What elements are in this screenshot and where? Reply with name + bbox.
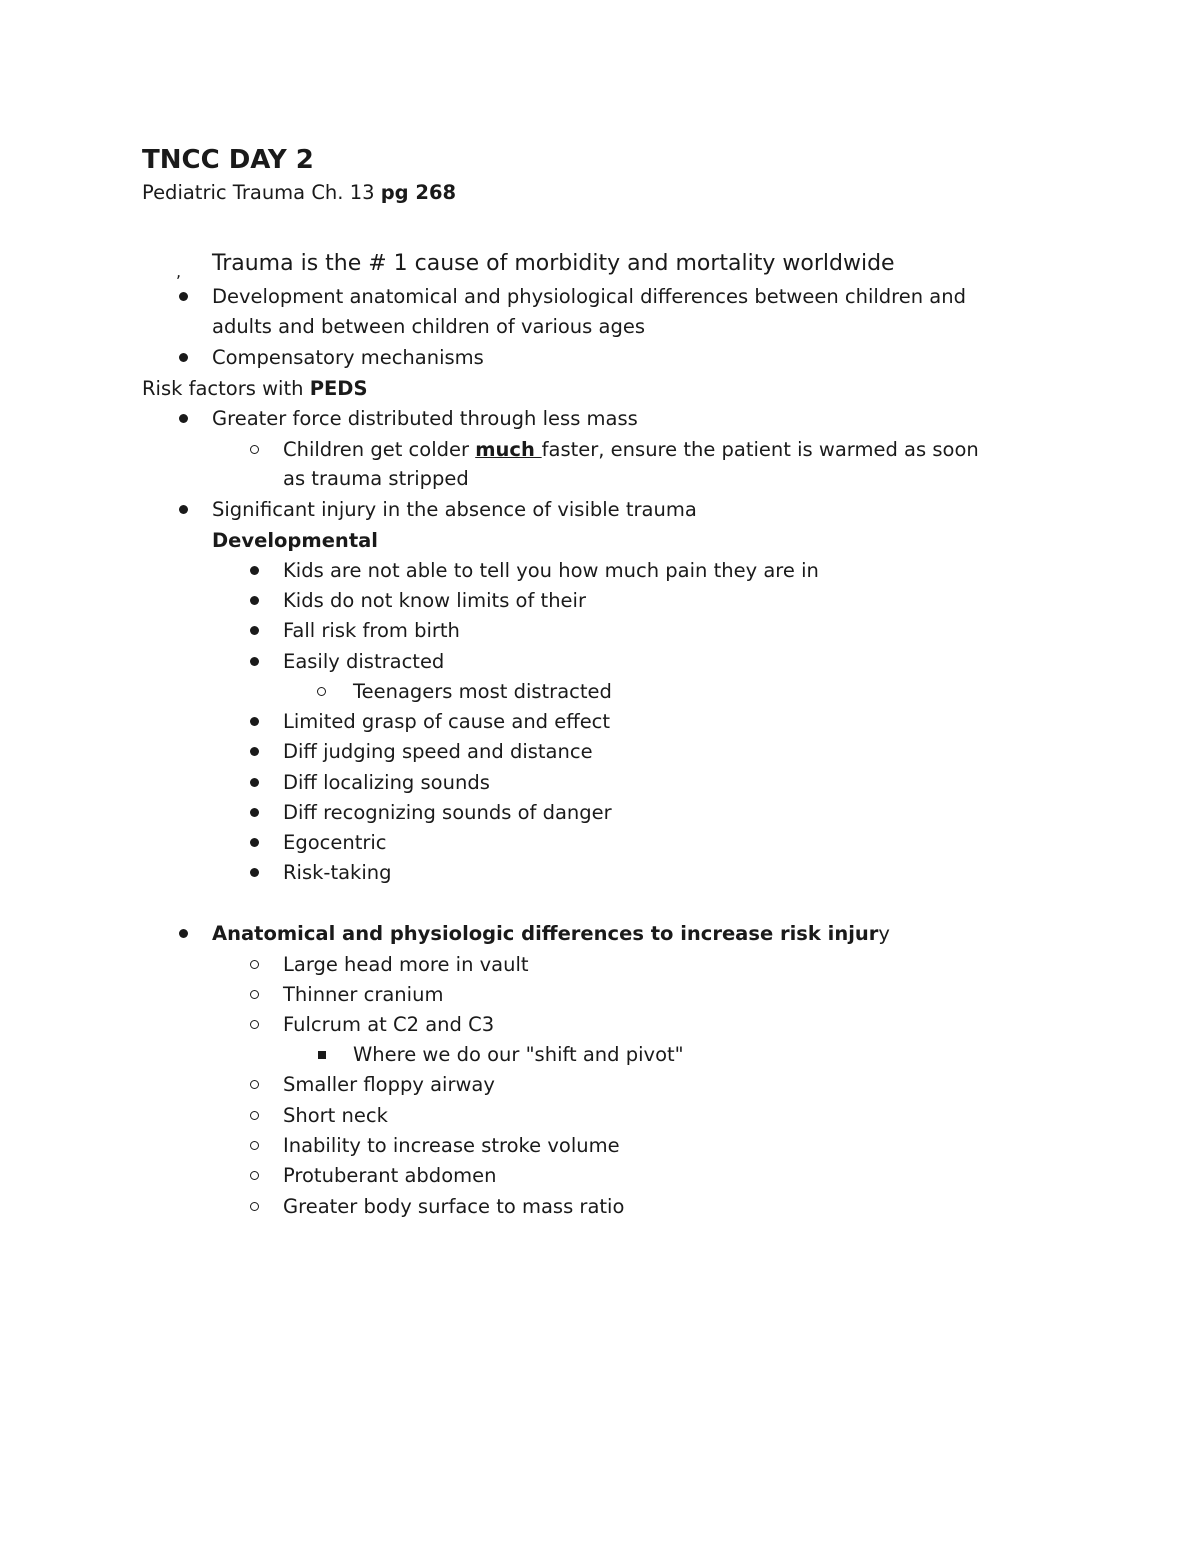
anatomical-heading-bold: Anatomical and physiologic differences to increase risk injur	[212, 922, 879, 945]
bullet-marker: ,	[176, 262, 182, 281]
list-item: Thinner cranium	[283, 983, 444, 1006]
circle-bullet-icon	[250, 445, 259, 454]
list-item: Large head more in vault	[283, 953, 529, 976]
list-item: Fall risk from birth	[283, 619, 460, 642]
bullet-icon	[250, 657, 259, 666]
bullet-icon	[250, 596, 259, 605]
list-item: Where we do our "shift and pivot"	[353, 1043, 684, 1066]
list-item: Greater force distributed through less mass	[212, 407, 638, 430]
circle-bullet-icon	[250, 1080, 259, 1089]
circle-bullet-icon	[250, 960, 259, 969]
list-item	[283, 438, 979, 462]
bullet-icon	[179, 292, 188, 301]
bullet-icon	[250, 808, 259, 817]
circle-bullet-icon	[250, 1202, 259, 1211]
anatomical-heading	[212, 922, 890, 946]
bullet-icon	[179, 505, 188, 514]
list-item: Risk-taking	[283, 861, 392, 884]
page-title: TNCC DAY 2	[142, 145, 314, 175]
bullet-icon	[250, 566, 259, 575]
circle-bullet-icon	[250, 1020, 259, 1029]
list-item: Fulcrum at C2 and C3	[283, 1013, 495, 1036]
bullet-icon	[250, 868, 259, 877]
list-item: Egocentric	[283, 831, 387, 854]
list-item: Inability to increase stroke volume	[283, 1134, 620, 1157]
list-item: Significant injury in the absence of visible trauma	[212, 498, 697, 521]
list-item: Kids are not able to tell you how much pain they are in	[283, 559, 819, 582]
bullet-icon	[250, 778, 259, 787]
subtitle-text: Pediatric Trauma Ch. 13	[142, 181, 381, 204]
list-item: Diff localizing sounds	[283, 771, 490, 794]
bullet-icon	[179, 929, 188, 938]
list-item: Kids do not know limits of their	[283, 589, 586, 612]
list-item: Compensatory mechanisms	[212, 346, 484, 369]
anatomical-heading-tail: y	[878, 922, 890, 945]
emphasis: much	[475, 438, 542, 461]
list-item: Development anatomical and physiological differences between children and	[212, 285, 966, 308]
bullet-icon	[179, 414, 188, 423]
list-item-continuation: as trauma stripped	[283, 467, 469, 490]
risk-text: Risk factors with	[142, 377, 310, 400]
section-heading	[142, 377, 368, 401]
bullet-icon	[250, 747, 259, 756]
list-item: Diff judging speed and distance	[283, 740, 593, 763]
subtitle	[142, 181, 456, 205]
circle-bullet-icon	[250, 1171, 259, 1180]
circle-bullet-icon	[250, 990, 259, 999]
list-item: Trauma is the # 1 cause of morbidity and mortality worldwide	[212, 251, 895, 276]
bullet-icon	[250, 626, 259, 635]
list-item: Protuberant abdomen	[283, 1164, 497, 1187]
list-item: Teenagers most distracted	[353, 680, 612, 703]
bullet-icon	[250, 717, 259, 726]
list-item: Diff recognizing sounds of danger	[283, 801, 612, 824]
list-item: Smaller floppy airway	[283, 1073, 495, 1096]
circle-bullet-icon	[250, 1111, 259, 1120]
list-item: Short neck	[283, 1104, 388, 1127]
bullet-icon	[250, 838, 259, 847]
list-item: Greater body surface to mass ratio	[283, 1195, 625, 1218]
risk-bold: PEDS	[309, 377, 368, 400]
square-bullet-icon	[318, 1051, 326, 1059]
list-item: Limited grasp of cause and effect	[283, 710, 611, 733]
bullet-icon	[179, 353, 188, 362]
circle-bullet-icon	[317, 687, 326, 696]
developmental-heading: Developmental	[212, 529, 378, 552]
list-item-continuation: adults and between children of various ages	[212, 315, 645, 338]
colder-text-2: faster, ensure the patient is warmed as soon	[541, 438, 979, 461]
colder-text: Children get colder	[283, 438, 476, 461]
subtitle-page: pg 268	[380, 181, 457, 204]
list-item: Easily distracted	[283, 650, 445, 673]
circle-bullet-icon	[250, 1141, 259, 1150]
